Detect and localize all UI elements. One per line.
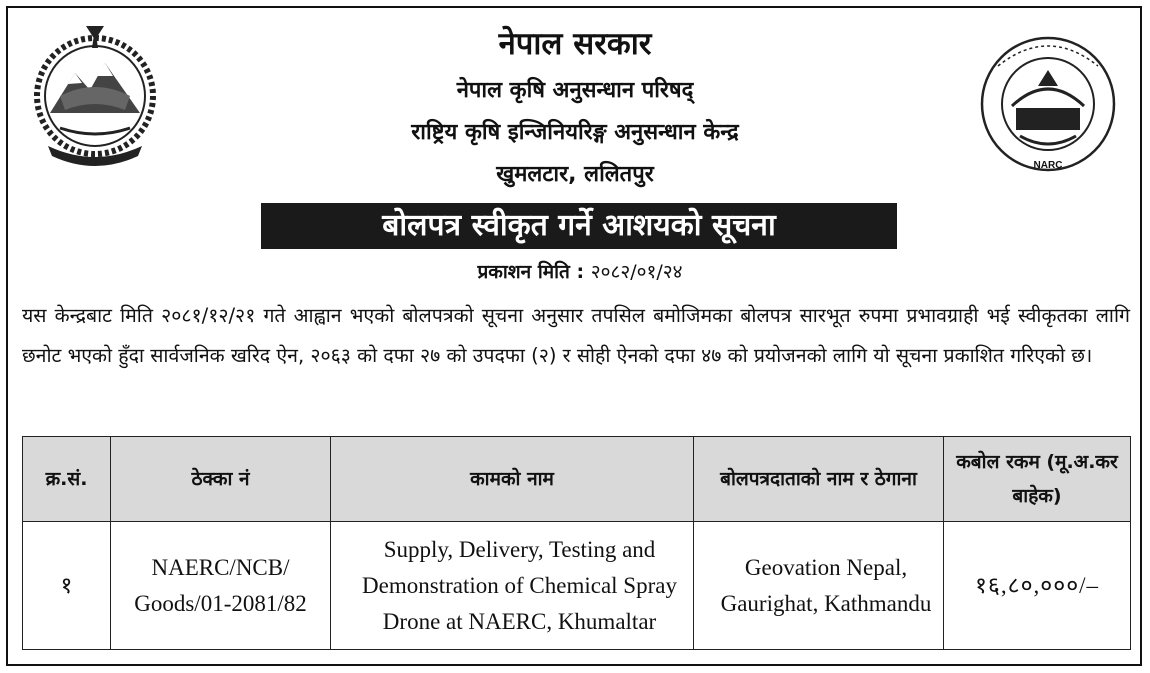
header-amount: कबोल रकम (मू.अ.कर बाहेक) — [944, 437, 1131, 522]
header-bidder: बोलपत्रदाताको नाम र ठेगाना — [694, 437, 944, 522]
header-sn: क्र.सं. — [23, 437, 111, 522]
notice-body: यस केन्द्रबाट मिति २०८१/१२/२१ गते आह्वान भएको बोलपत्रको सूचना अनुसार तपसिल बमोजिमका बोलपत्र सारभूत रुपमा प्रभावग्राही भई स्वीकृतका लागि छनोट भएको हुँदा सार्वजनिक खरिद ऐन, २०६३ को दफा २७ को उपदफा (२) र सोही ऐनको दफा ४७ को प्रयोजनको लागि यो सूचना प्रकाशित गरिएको छ। — [22, 304, 1130, 367]
row-amount: १६,८०,०००/– — [944, 522, 1131, 650]
row-contract-no: NAERC/NCB/ Goods/01-2081/82 — [111, 522, 331, 650]
header-work-name: कामको नाम — [331, 437, 694, 522]
row-bidder: Geovation Nepal, Gaurighat, Kathmandu — [694, 522, 944, 650]
table-header-row — [23, 437, 1131, 522]
government-heading: नेपाल सरकार — [498, 26, 652, 62]
council-heading: नेपाल कृषि अनुसन्धान परिषद् — [456, 78, 694, 103]
row-work-name: Supply, Delivery, Testing and Demonstration of Chemical Spray Drone at NAERC, Khumaltar — [331, 522, 694, 650]
notice-title: बोलपत्र स्वीकृत गर्ने आशयको सूचना — [261, 203, 897, 249]
centre-heading: राष्ट्रिय कृषि इन्जिनियरिङ्ग अनुसन्धान केन्द्र — [411, 120, 739, 145]
publication-date — [400, 258, 760, 284]
publication-date-label: प्रकाशन मिति : — [477, 261, 585, 283]
header-contract-no: ठेक्का नं — [111, 437, 331, 522]
narc-logo-icon — [968, 26, 1128, 181]
publication-date-value: २०८२/०१/२४ — [590, 261, 683, 283]
nepal-emblem-icon — [20, 18, 170, 168]
narc-logo-label: NARC — [1033, 160, 1063, 171]
award-table — [22, 436, 1131, 650]
address-heading: खुमलटार, ललितपुर — [496, 162, 654, 187]
table-row — [23, 522, 1131, 650]
row-sn: १ — [23, 522, 111, 650]
